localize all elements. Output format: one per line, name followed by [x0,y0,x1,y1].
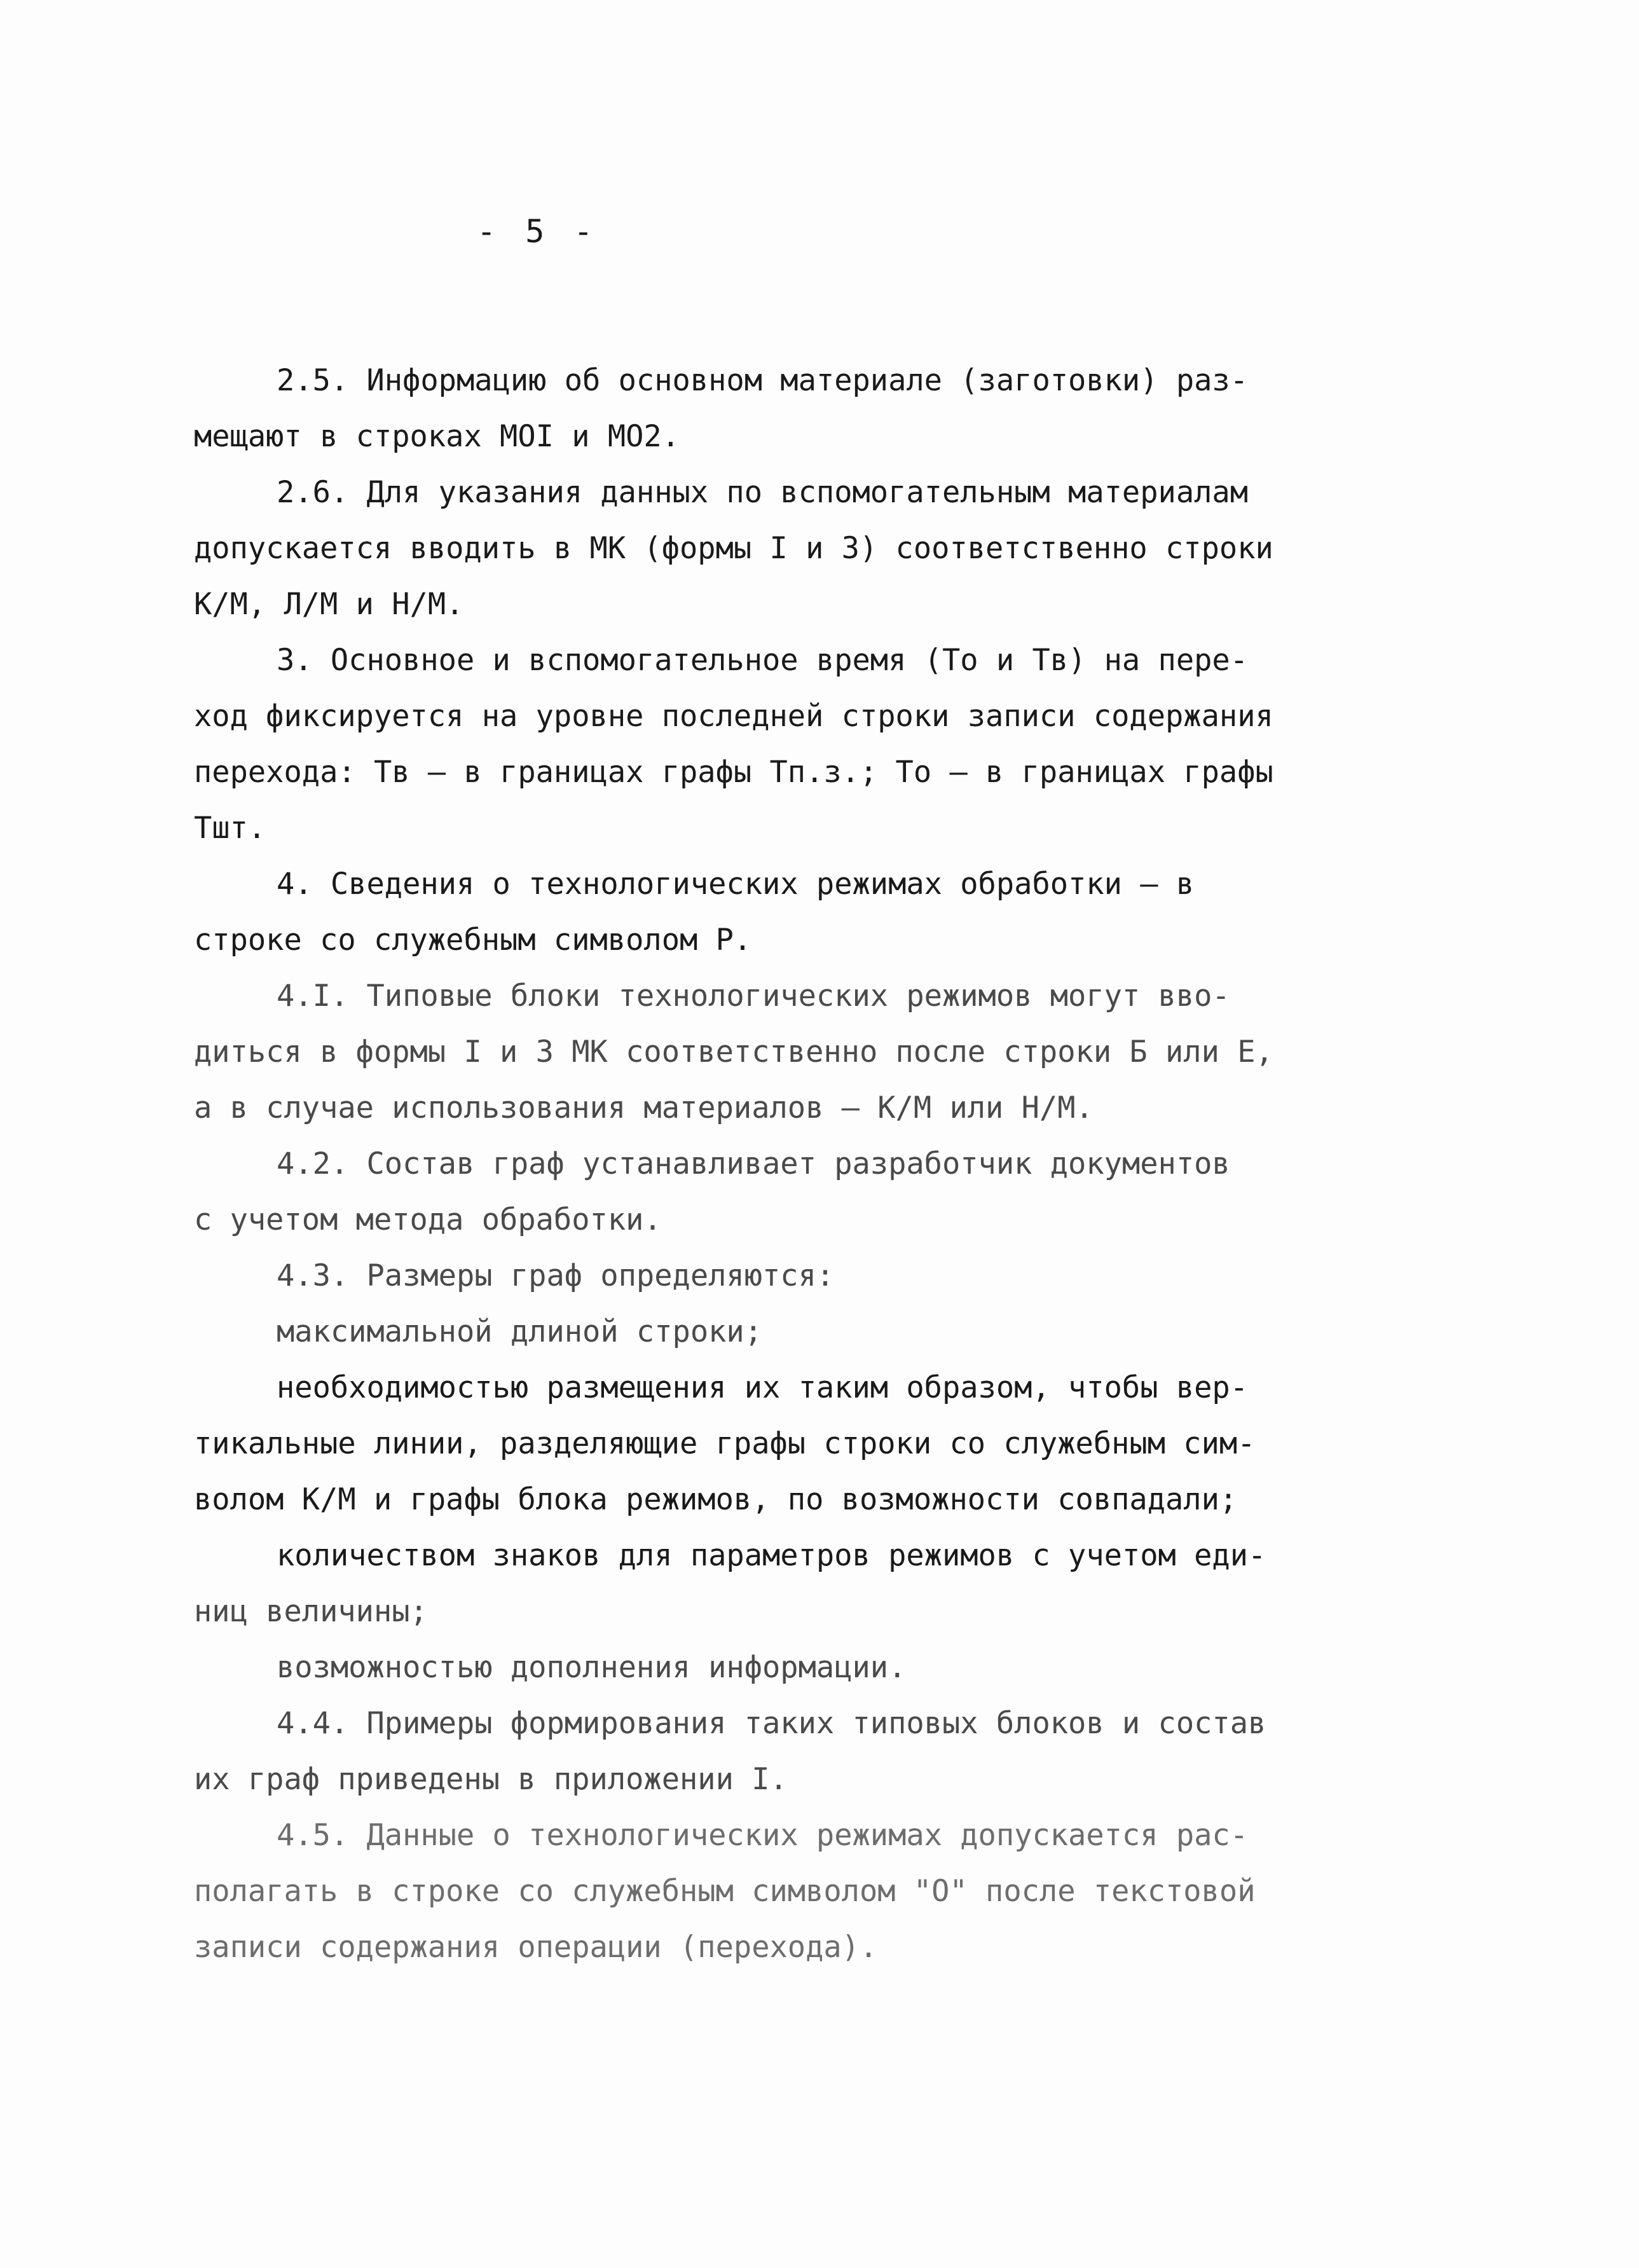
text-line: 3. Основное и вспомогательное время (То и Тв) на пере- [277,643,1249,678]
text-line: а в случае использования материалов – К/М или Н/М. [194,1090,1094,1125]
text-line: 4. Сведения о технологических режимах обработки – в [277,867,1195,902]
text-line: ход фиксируется на уровне последней строки записи содержания [194,699,1273,734]
text-line: 4.3. Размеры граф определяются: [277,1258,835,1293]
text-line: необходимостью размещения их таким образом, чтобы вер- [277,1370,1249,1405]
text-line: мещают в строках МОI и МО2. [194,419,680,454]
text-line: тикальные линии, разделяющие графы строки со служебным сим- [194,1426,1256,1461]
text-line: максимальной длиной строки; [277,1314,763,1349]
text-line: ниц величины; [194,1594,428,1629]
text-line: волом К/М и графы блока режимов, по возможности совпадали; [194,1482,1238,1517]
text-line: 2.5. Информацию об основном материале (заготовки) раз- [277,363,1249,398]
text-line: их граф приведены в приложении I. [194,1762,788,1797]
text-line: количеством знаков для параметров режимов с учетом еди- [277,1538,1266,1573]
text-line: 2.6. Для указания данных по вспомогательным материалам [277,475,1249,510]
page-number: - 5 - [477,213,598,250]
text-line: К/М, Л/М и Н/М. [194,587,464,622]
text-line: 4.I. Типовые блоки технологических режимов могут вво- [277,979,1230,1014]
text-line: с учетом метода обработки. [194,1202,662,1237]
text-line: строке со служебным символом Р. [194,923,752,958]
text-line: 4.4. Примеры формирования таких типовых блоков и состав [277,1706,1266,1741]
text-line: 4.5. Данные о технологических режимах допускается рас- [277,1818,1249,1853]
text-line: Тшт. [194,811,266,846]
text-line: диться в формы I и 3 МК соответственно после строки Б или Е, [194,1034,1273,1069]
text-line: возможностью дополнения информации. [277,1650,907,1685]
document-body [194,353,1273,1976]
text-line: допускается вводить в МК (формы I и 3) соответственно строки [194,531,1273,566]
text-line: полагать в строке со служебным символом "О" после текстовой [194,1874,1256,1909]
text-line: 4.2. Состав граф устанавливает разработчик документов [277,1146,1230,1181]
text-line: записи содержания операции (перехода). [194,1930,878,1965]
text-line: перехода: Тв – в границах графы Тп.з.; То – в границах графы [194,755,1273,790]
